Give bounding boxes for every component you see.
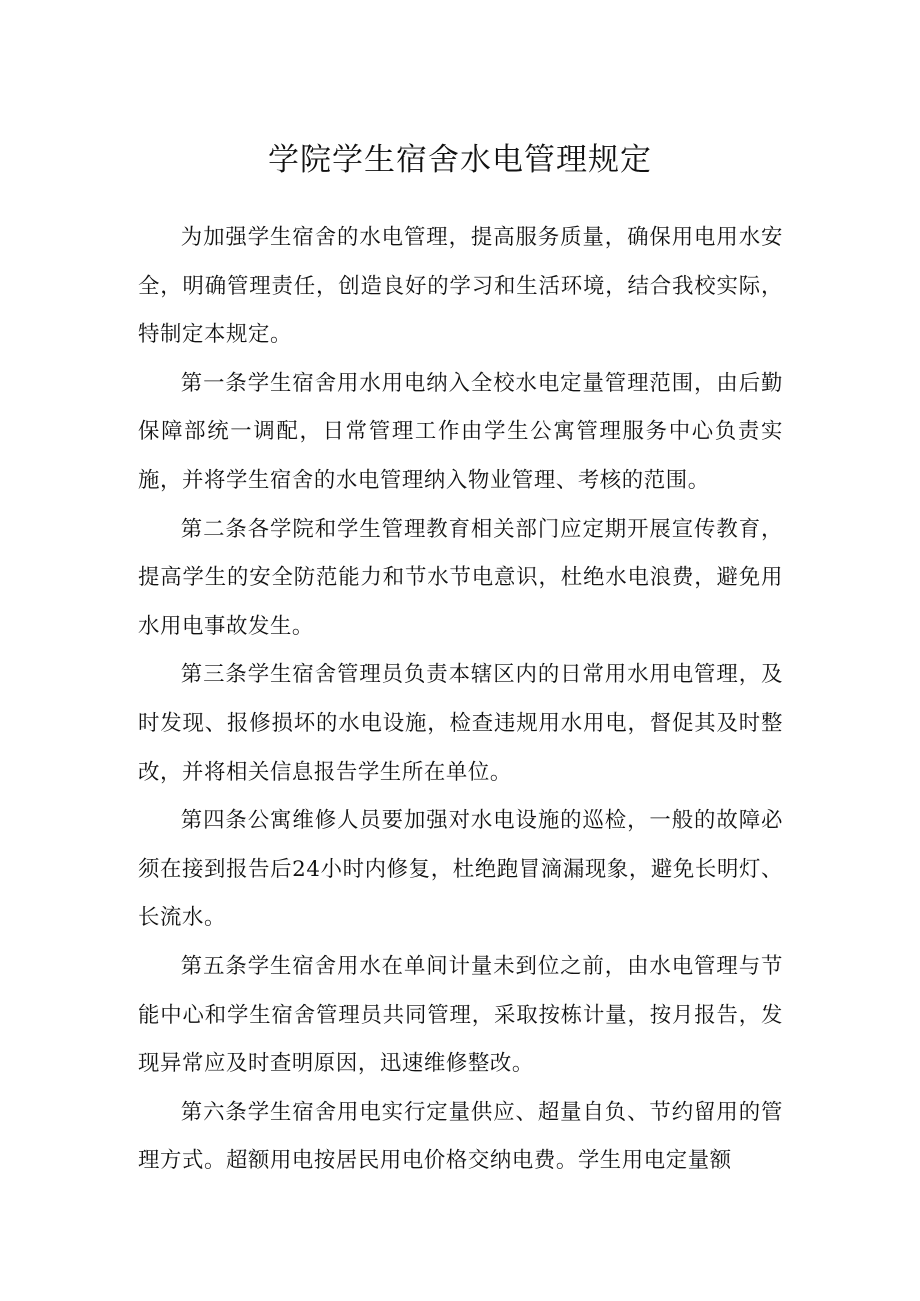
- paragraph-article-6: 第六条学生宿舍用电实行定量供应、超量自负、节约留用的管理方式。超额用电按居民用电价格交纳电费。学生用电定量额: [138, 1099, 783, 1174]
- paragraph-article-4: 第四条公寓维修人员要加强对水电设施的巡检，一般的故障必须在接到报告后24小时内修复，杜绝跑冒滴漏现象，避免长明灯、长流水。: [138, 808, 783, 931]
- paragraph-article-5: 第五条学生宿舍用水在单间计量未到位之前，由水电管理与节能中心和学生宿舍管理员共同管理，采取按栋计量，按月报告，发现异常应及时查明原因，迅速维修整改。: [138, 953, 783, 1077]
- document-body: [138, 214, 783, 1186]
- paragraph-article-3: 第三条学生宿舍管理员负责本辖区内的日常用水用电管理，及时发现、报修损坏的水电设施，检查违规用水用电，督促其及时整改，并将相关信息报告学生所在单位。: [138, 662, 783, 785]
- paragraph-article-2: 第二条各学院和学生管理教育相关部门应定期开展宣传教育，提高学生的安全防范能力和节水节电意识，杜绝水电浪费，避免用水用电事故发生。: [138, 516, 783, 639]
- paragraph-article-1: 第一条学生宿舍用水用电纳入全校水电定量管理范围，由后勤保障部统一调配，日常管理工作由学生公寓管理服务中心负责实施，并将学生宿舍的水电管理纳入物业管理、考核的范围。: [138, 370, 783, 493]
- document-title: 学院学生宿舍水电管理规定: [268, 142, 652, 178]
- paragraph-intro: 为加强学生宿舍的水电管理，提高服务质量，确保用电用水安全，明确管理责任，创造良好的学习和生活环境，结合我校实际，特制定本规定。: [138, 225, 783, 348]
